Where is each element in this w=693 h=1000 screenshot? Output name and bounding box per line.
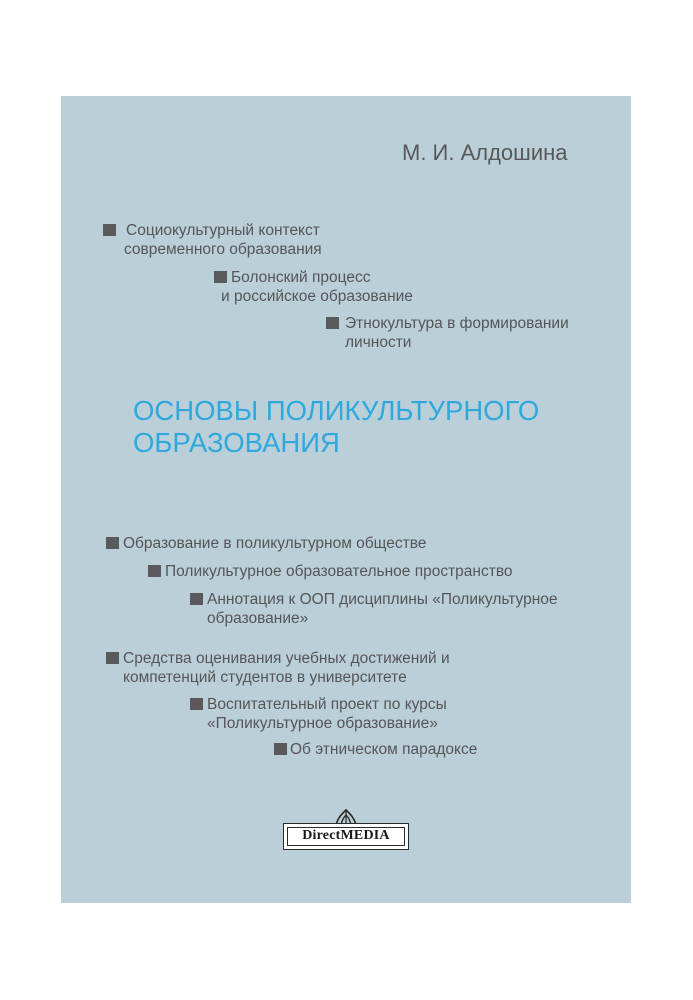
publisher-logo-frame bbox=[283, 823, 409, 850]
topic-line: Болонский процесс bbox=[231, 269, 371, 286]
publisher-logo-text: DirectMEDIA bbox=[302, 828, 390, 843]
topic-item bbox=[148, 562, 513, 581]
square-bullet-icon bbox=[326, 317, 339, 329]
topic-item bbox=[106, 534, 426, 553]
square-bullet-icon bbox=[190, 593, 203, 605]
topic-line: личности bbox=[345, 334, 412, 351]
topic-item bbox=[103, 221, 322, 259]
topic-item bbox=[214, 268, 413, 306]
square-bullet-icon bbox=[148, 565, 161, 577]
publisher-logo bbox=[283, 808, 411, 852]
topic-line: Воспитательный проект по курсы bbox=[207, 696, 447, 713]
title-line: ОСНОВЫ ПОЛИКУЛЬТУРНОГО bbox=[133, 395, 540, 426]
topic-item bbox=[190, 695, 447, 733]
square-bullet-icon bbox=[106, 652, 119, 664]
topic-line: Поликультурное образовательное пространство bbox=[165, 563, 513, 580]
topic-line: и российское образование bbox=[221, 288, 413, 305]
square-bullet-icon bbox=[190, 698, 203, 710]
topic-line: Социокультурный контекст bbox=[126, 222, 320, 239]
book-title bbox=[133, 395, 539, 459]
square-bullet-icon bbox=[103, 224, 116, 236]
topic-line: образование» bbox=[207, 610, 309, 627]
topic-line: компетенций студентов в университете bbox=[123, 669, 407, 686]
topic-line: «Поликультурное образование» bbox=[207, 715, 438, 732]
topic-item bbox=[274, 740, 477, 759]
topic-line: Средства оценивания учебных достижений и bbox=[123, 650, 450, 667]
square-bullet-icon bbox=[274, 743, 287, 755]
author-name: М. И. Алдошина bbox=[402, 140, 568, 165]
square-bullet-icon bbox=[106, 537, 119, 549]
topic-line: Этнокультура в формировании bbox=[345, 315, 569, 332]
title-line: ОБРАЗОВАНИЯ bbox=[133, 427, 340, 458]
topic-item bbox=[106, 649, 450, 687]
topic-item bbox=[190, 590, 558, 628]
topic-line: современного образования bbox=[124, 241, 322, 258]
book-cover bbox=[61, 96, 631, 903]
topic-line: Аннотация к ООП дисциплины «Поликультурное bbox=[207, 591, 558, 608]
topic-line: Образование в поликультурном обществе bbox=[123, 535, 427, 552]
square-bullet-icon bbox=[214, 271, 227, 283]
topic-line: Об этническом парадоксе bbox=[290, 741, 478, 758]
topic-item bbox=[326, 314, 569, 352]
